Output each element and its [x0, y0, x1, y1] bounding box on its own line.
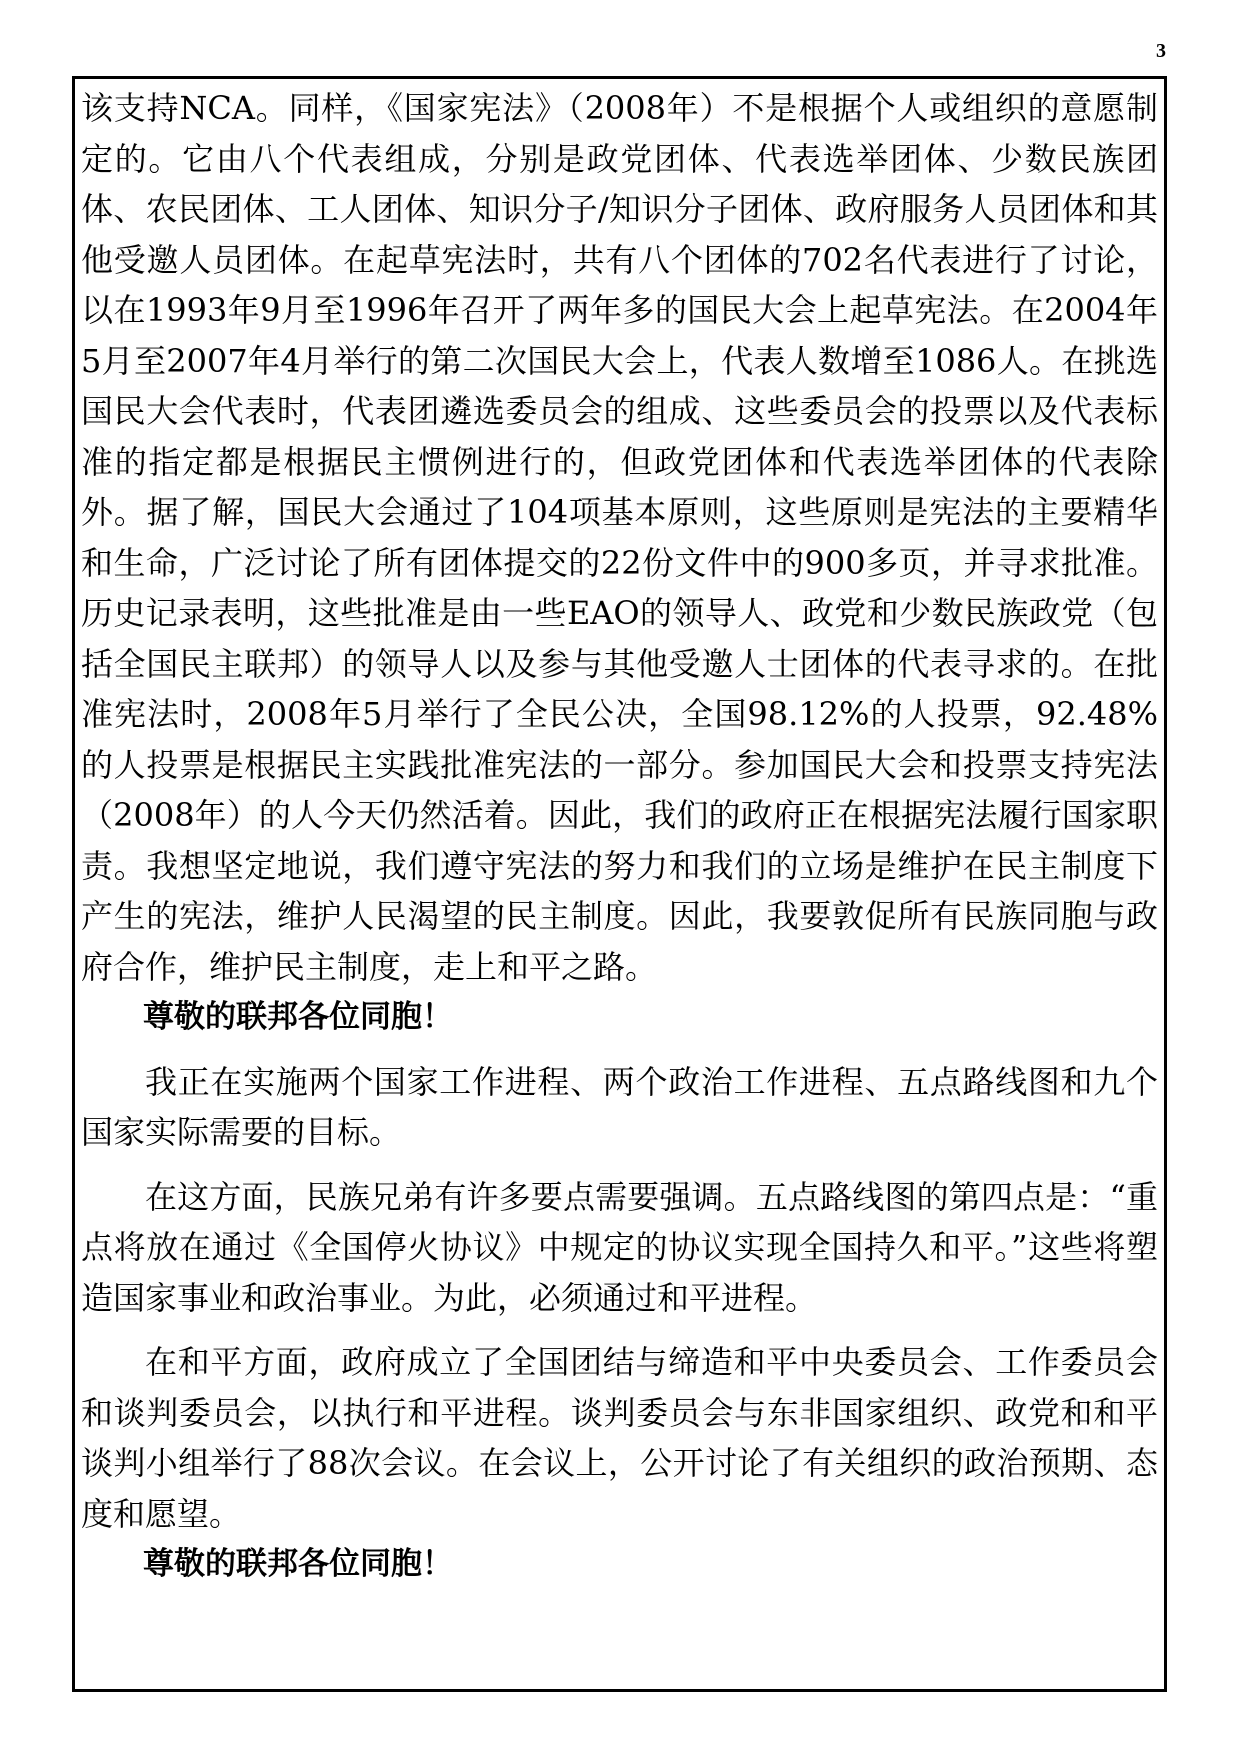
paragraph-ceasefire: 在这方面，民族兄弟有许多要点需要强调。五点路线图的第四点是：“重点将放在通过《全国停火协议》中规定的协议实现全国持久和平。”这些将塑造国家事业和政治事业。为此，必须通过和平进程。: [81, 1177, 1158, 1317]
page-number: 3: [1156, 40, 1166, 62]
salutation-heading: 尊敬的联邦各位同胞！: [143, 999, 453, 1035]
text-frame: [72, 76, 1167, 1692]
paragraph-roadmap: 我正在实施两个国家工作进程、两个政治工作进程、五点路线图和九个国家实际需要的目标。: [81, 1062, 1158, 1151]
paragraph-peace-committees: 在和平方面，政府成立了全国团结与缔造和平中央委员会、工作委员会和谈判委员会，以执行和平进程。谈判委员会与东非国家组织、政党和和平谈判小组举行了88次会议。在会议上，公开讨论了有关组织的政治预期、态度和愿望。: [81, 1343, 1158, 1533]
paragraph-constitution: 该支持NCA。同样，《国家宪法》（2008年）不是根据个人或组织的意愿制定的。它由八个代表组成，分别是政党团体、代表选举团体、少数民族团体、农民团体、工人团体、知识分子/知识分子团体、政府服务人员团体和其他受邀人员团体。在起草宪法时，共有八个团体的702名代表进行了讨论，以在1993年9月至1996年召开了两年多的国民大会上起草宪法。在2004年5月至2007年4月举行的第二次国民大会上，代表人数增至1086人。在挑选国民大会代表时，代表团遴选委员会的组成、这些委员会的投票以及代表标准的指定都是根据民主惯例进行的，但政党团体和代表选举团体的代表除外。据了解，国民大会通过了104项基本原则，这些原则是宪法的主要精华和生命，广泛讨论了所有团体提交的22份文件中的900多页，并寻求批准。历史记录表明，这些批准是由一些EAO的领导人、政党和少数民族政党（包括全国民主联邦）的领导人以及参与其他受邀人士团体的代表寻求的。在批准宪法时，2008年5月举行了全民公决，全国98.12%的人投票，92.48%的人投票是根据民主实践批准宪法的一部分。参加国民大会和投票支持宪法（2008年）的人今天仍然活着。因此，我们的政府正在根据宪法履行国家职责。我想坚定地说，我们遵守宪法的努力和我们的立场是维护在民主制度下产生的宪法，维护人民渴望的民主制度。因此，我要敦促所有民族同胞与政府合作，维护民主制度，走上和平之路。: [81, 89, 1158, 986]
salutation-heading-2: 尊敬的联邦各位同胞！: [143, 1546, 453, 1582]
